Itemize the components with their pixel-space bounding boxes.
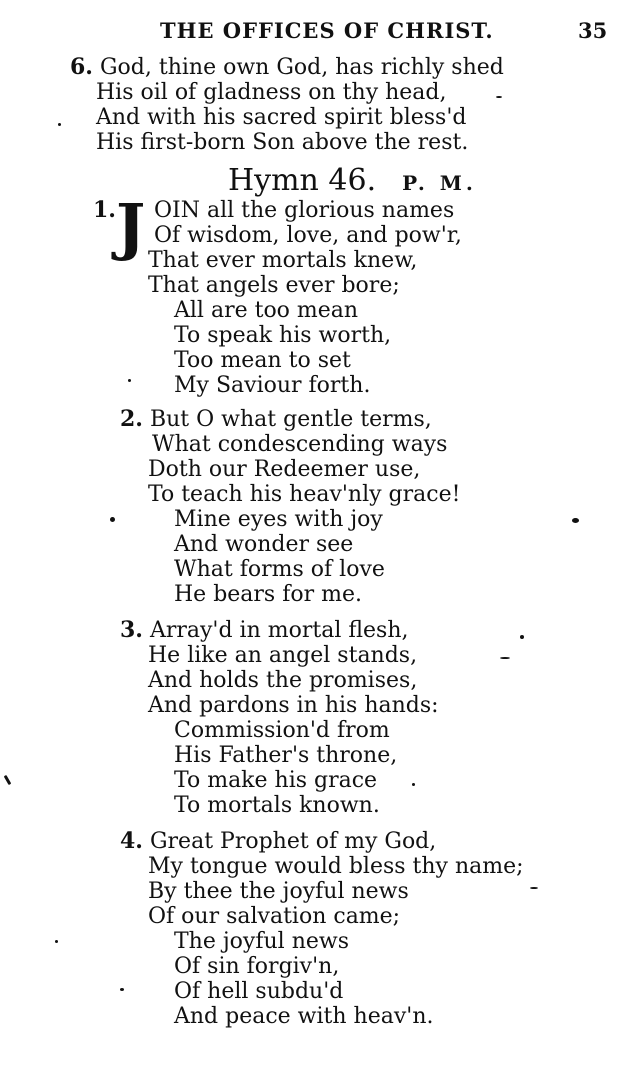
verse-line: His Father's throne,	[174, 743, 398, 768]
verse-line: And holds the promises,	[148, 668, 418, 693]
verse-line: 2. But O what gentle terms,	[120, 406, 432, 432]
verse-line: 3. Array'd in mortal flesh,	[120, 617, 409, 643]
verse-line: And peace with heav'n.	[174, 1004, 434, 1029]
ink-speck	[572, 518, 579, 523]
verse-line: Too mean to set	[174, 348, 351, 373]
stanza-number: 3.	[120, 617, 143, 643]
verse-line: Of our salvation came;	[148, 904, 401, 929]
stanza-number: 2.	[120, 406, 143, 432]
verse-line: Doth our Redeemer use,	[148, 457, 421, 482]
verse-line: To mortals known.	[174, 793, 380, 818]
verse-line: His oil of gladness on thy head,	[96, 80, 447, 105]
verse-line: And wonder see	[174, 532, 354, 557]
verse-line: Of hell subdu'd	[174, 979, 344, 1004]
page-header	[0, 18, 640, 48]
verse-line: My tongue would bless thy name;	[148, 854, 524, 879]
page-number: 35	[578, 18, 608, 43]
verse-line: To speak his worth,	[174, 323, 392, 348]
stanza-number: 4.	[120, 828, 143, 854]
hymn-meter: P. M.	[402, 171, 477, 195]
ink-speck	[520, 635, 524, 639]
ink-speck	[128, 379, 131, 382]
ink-speck	[120, 988, 124, 991]
verse-line: To make his grace	[174, 768, 378, 793]
verse-line: 6. God, thine own God, has richly shed	[70, 54, 504, 80]
verse-line: OIN all the glorious names	[154, 198, 455, 223]
verse-line: To teach his heav'nly grace!	[148, 482, 461, 507]
verse-line: Of wisdom, love, and pow'r,	[154, 223, 462, 248]
verse-line: Of sin forgiv'n,	[174, 954, 340, 979]
verse-line: What forms of love	[174, 557, 385, 582]
verse-line: What condescending ways	[152, 432, 448, 457]
ink-speck	[110, 517, 115, 522]
drop-cap: J	[116, 190, 146, 263]
ink-speck	[496, 96, 502, 98]
verse-line: That ever mortals knew,	[148, 248, 418, 273]
ink-speck	[412, 783, 415, 786]
verse-line: And pardons in his hands:	[148, 693, 439, 718]
verse-line: His first-born Son above the rest.	[96, 130, 469, 155]
ink-speck	[58, 123, 61, 126]
ink-speck	[4, 775, 12, 785]
verse-line: Commission'd from	[174, 718, 390, 743]
ink-speck	[530, 887, 538, 889]
ink-speck	[500, 657, 510, 659]
verse-line: That angels ever bore;	[148, 273, 400, 298]
stanza-number: 1.	[93, 197, 116, 223]
verse-line: He like an angel stands,	[148, 643, 418, 668]
verse-line: Mine eyes with joy	[174, 507, 383, 532]
verse-line: And with his sacred spirit bless'd	[96, 105, 467, 130]
running-title: THE OFFICES OF CHRIST.	[160, 18, 494, 43]
verse-line: My Saviour forth.	[174, 373, 371, 398]
verse-line: The joyful news	[174, 929, 350, 954]
ink-speck	[55, 940, 58, 943]
hymn-title: Hymn 46. P. M.	[228, 163, 477, 198]
verse-line: He bears for me.	[174, 582, 362, 607]
verse-line: 4. Great Prophet of my God,	[120, 828, 437, 854]
verse-line: All are too mean	[174, 298, 359, 323]
stanza-number: 6.	[70, 54, 93, 80]
verse-line: By thee the joyful news	[148, 879, 409, 904]
